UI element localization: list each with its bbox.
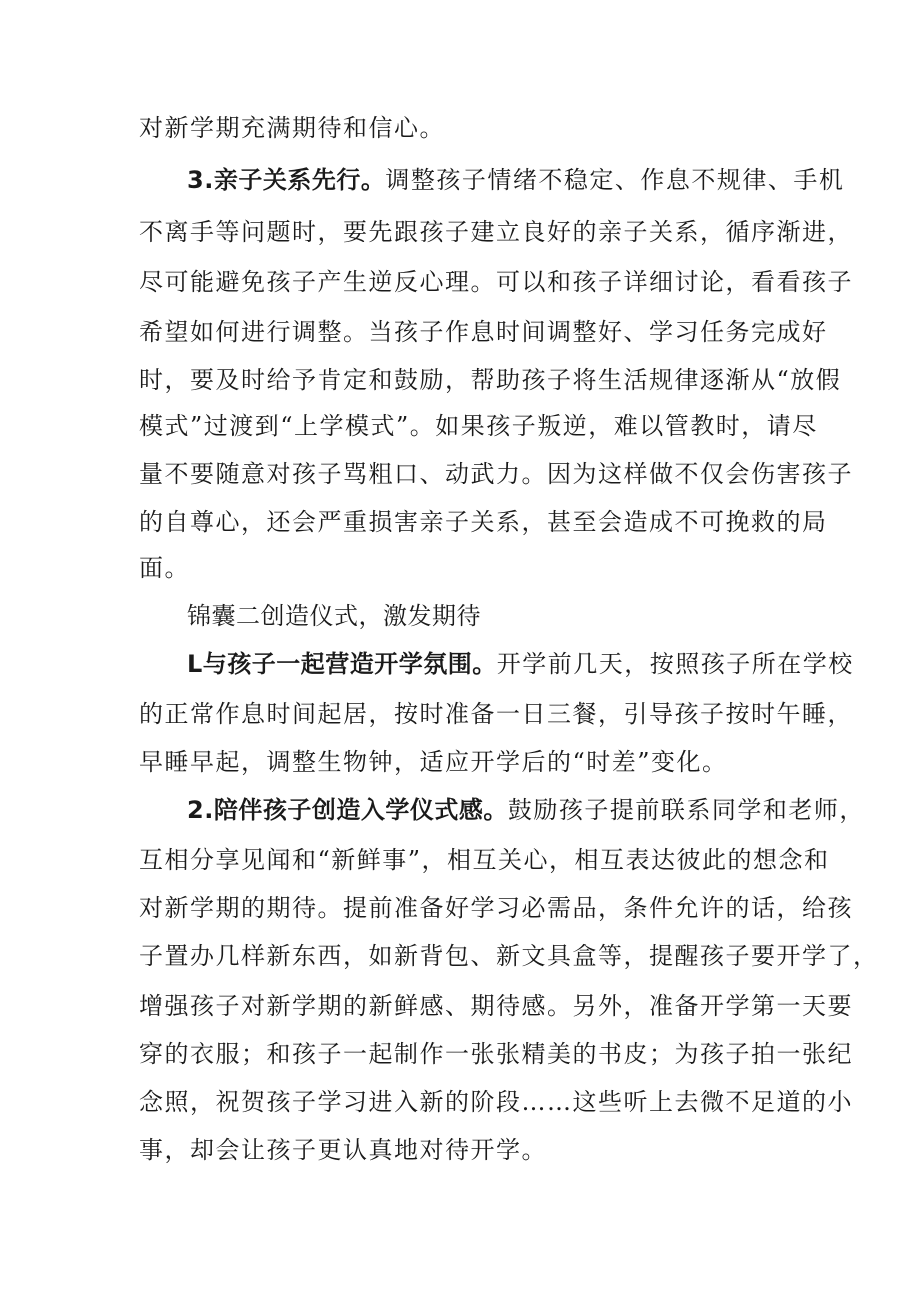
line-text: 模式”过渡到“上学模式”。如果孩子叛逆，难以管教时，请尽 — [139, 412, 818, 440]
paragraph-line-17 — [139, 892, 853, 924]
line-text: 面。 — [139, 554, 190, 582]
line-text: 事，却会让孩子更认真地对待开学。 — [139, 1136, 547, 1164]
paragraph-line-10 — [139, 552, 190, 584]
paragraph-line-18 — [139, 940, 879, 972]
line-text: 对新学期的期待。提前准备好学习必需品，条件允许的话，给孩 — [139, 894, 853, 922]
line-text: 的正常作息时间起居，按时准备一日三餐，引导孩子按时午睡， — [139, 700, 853, 728]
paragraph-line-22 — [139, 1134, 547, 1166]
heading-text: 锦囊二创造仪式，激发期待 — [187, 602, 481, 630]
line-text: 尽可能避免孩子产生逆反心理。可以和孩子详细讨论，看看孩子 — [139, 268, 853, 296]
paragraph-line-7 — [139, 410, 818, 442]
paragraph-line-4 — [139, 266, 853, 298]
paragraph-line-15 — [187, 794, 865, 826]
line-text: 念照，祝贺孩子学习进入新的阶段……这些听上去微不足道的小 — [139, 1088, 853, 1116]
line-text: 的自尊心，还会严重损害亲子关系，甚至会造成不可挽救的局 — [139, 508, 828, 536]
paragraph-line-1 — [139, 112, 445, 144]
paragraph-line-21 — [139, 1086, 853, 1118]
paragraph-line-16 — [139, 844, 830, 876]
line-text: 鼓励孩子提前联系同学和老师， — [507, 796, 865, 824]
section-lead-1: L与孩子一起营造开学氛围。 — [187, 650, 497, 678]
paragraph-line-8 — [139, 458, 853, 490]
paragraph-line-20 — [139, 1038, 853, 1070]
paragraph-line-19 — [139, 990, 853, 1022]
line-text: 对新学期充满期待和信心。 — [139, 114, 445, 142]
line-text: 不离手等问题时，要先跟孩子建立良好的亲子关系，循序渐进， — [139, 218, 853, 246]
line-text: 早睡早起，调整生物钟，适应开学后的“时差”变化。 — [139, 748, 728, 776]
section-heading — [187, 600, 481, 632]
line-text: 开学前几天，按照孩子所在学校 — [496, 650, 854, 678]
line-text: 希望如何进行调整。当孩子作息时间调整好、学习任务完成好 — [139, 318, 828, 346]
paragraph-line-13 — [139, 698, 853, 730]
paragraph-line-2 — [187, 164, 844, 196]
paragraph-line-3 — [139, 216, 853, 248]
line-text: 增强孩子对新学期的新鲜感、期待感。另外，准备开学第一天要 — [139, 992, 853, 1020]
paragraph-line-5 — [139, 316, 828, 348]
paragraph-line-6 — [139, 364, 841, 396]
line-text: 调整孩子情绪不稳定、作息不规律、手机 — [385, 166, 845, 194]
paragraph-line-14 — [139, 746, 728, 778]
paragraph-line-12 — [187, 648, 854, 680]
line-text: 子置办几样新东西，如新背包、新文具盒等，提醒孩子要开学了， — [139, 942, 879, 970]
paragraph-line-9 — [139, 506, 828, 538]
section-lead-2: 2.陪伴孩子创造入学仪式感。 — [187, 796, 508, 824]
line-text: 时，要及时给予肯定和鼓励，帮助孩子将生活规律逐渐从“放假 — [139, 366, 842, 394]
line-text: 互相分享见闻和“新鲜事”，相互关心，相互表达彼此的想念和 — [139, 846, 830, 874]
line-text: 量不要随意对孩子骂粗口、动武力。因为这样做不仅会伤害孩子 — [139, 460, 853, 488]
line-text: 穿的衣服；和孩子一起制作一张张精美的书皮；为孩子拍一张纪 — [139, 1040, 853, 1068]
section-lead-3: 3.亲子关系先行。 — [187, 166, 386, 194]
